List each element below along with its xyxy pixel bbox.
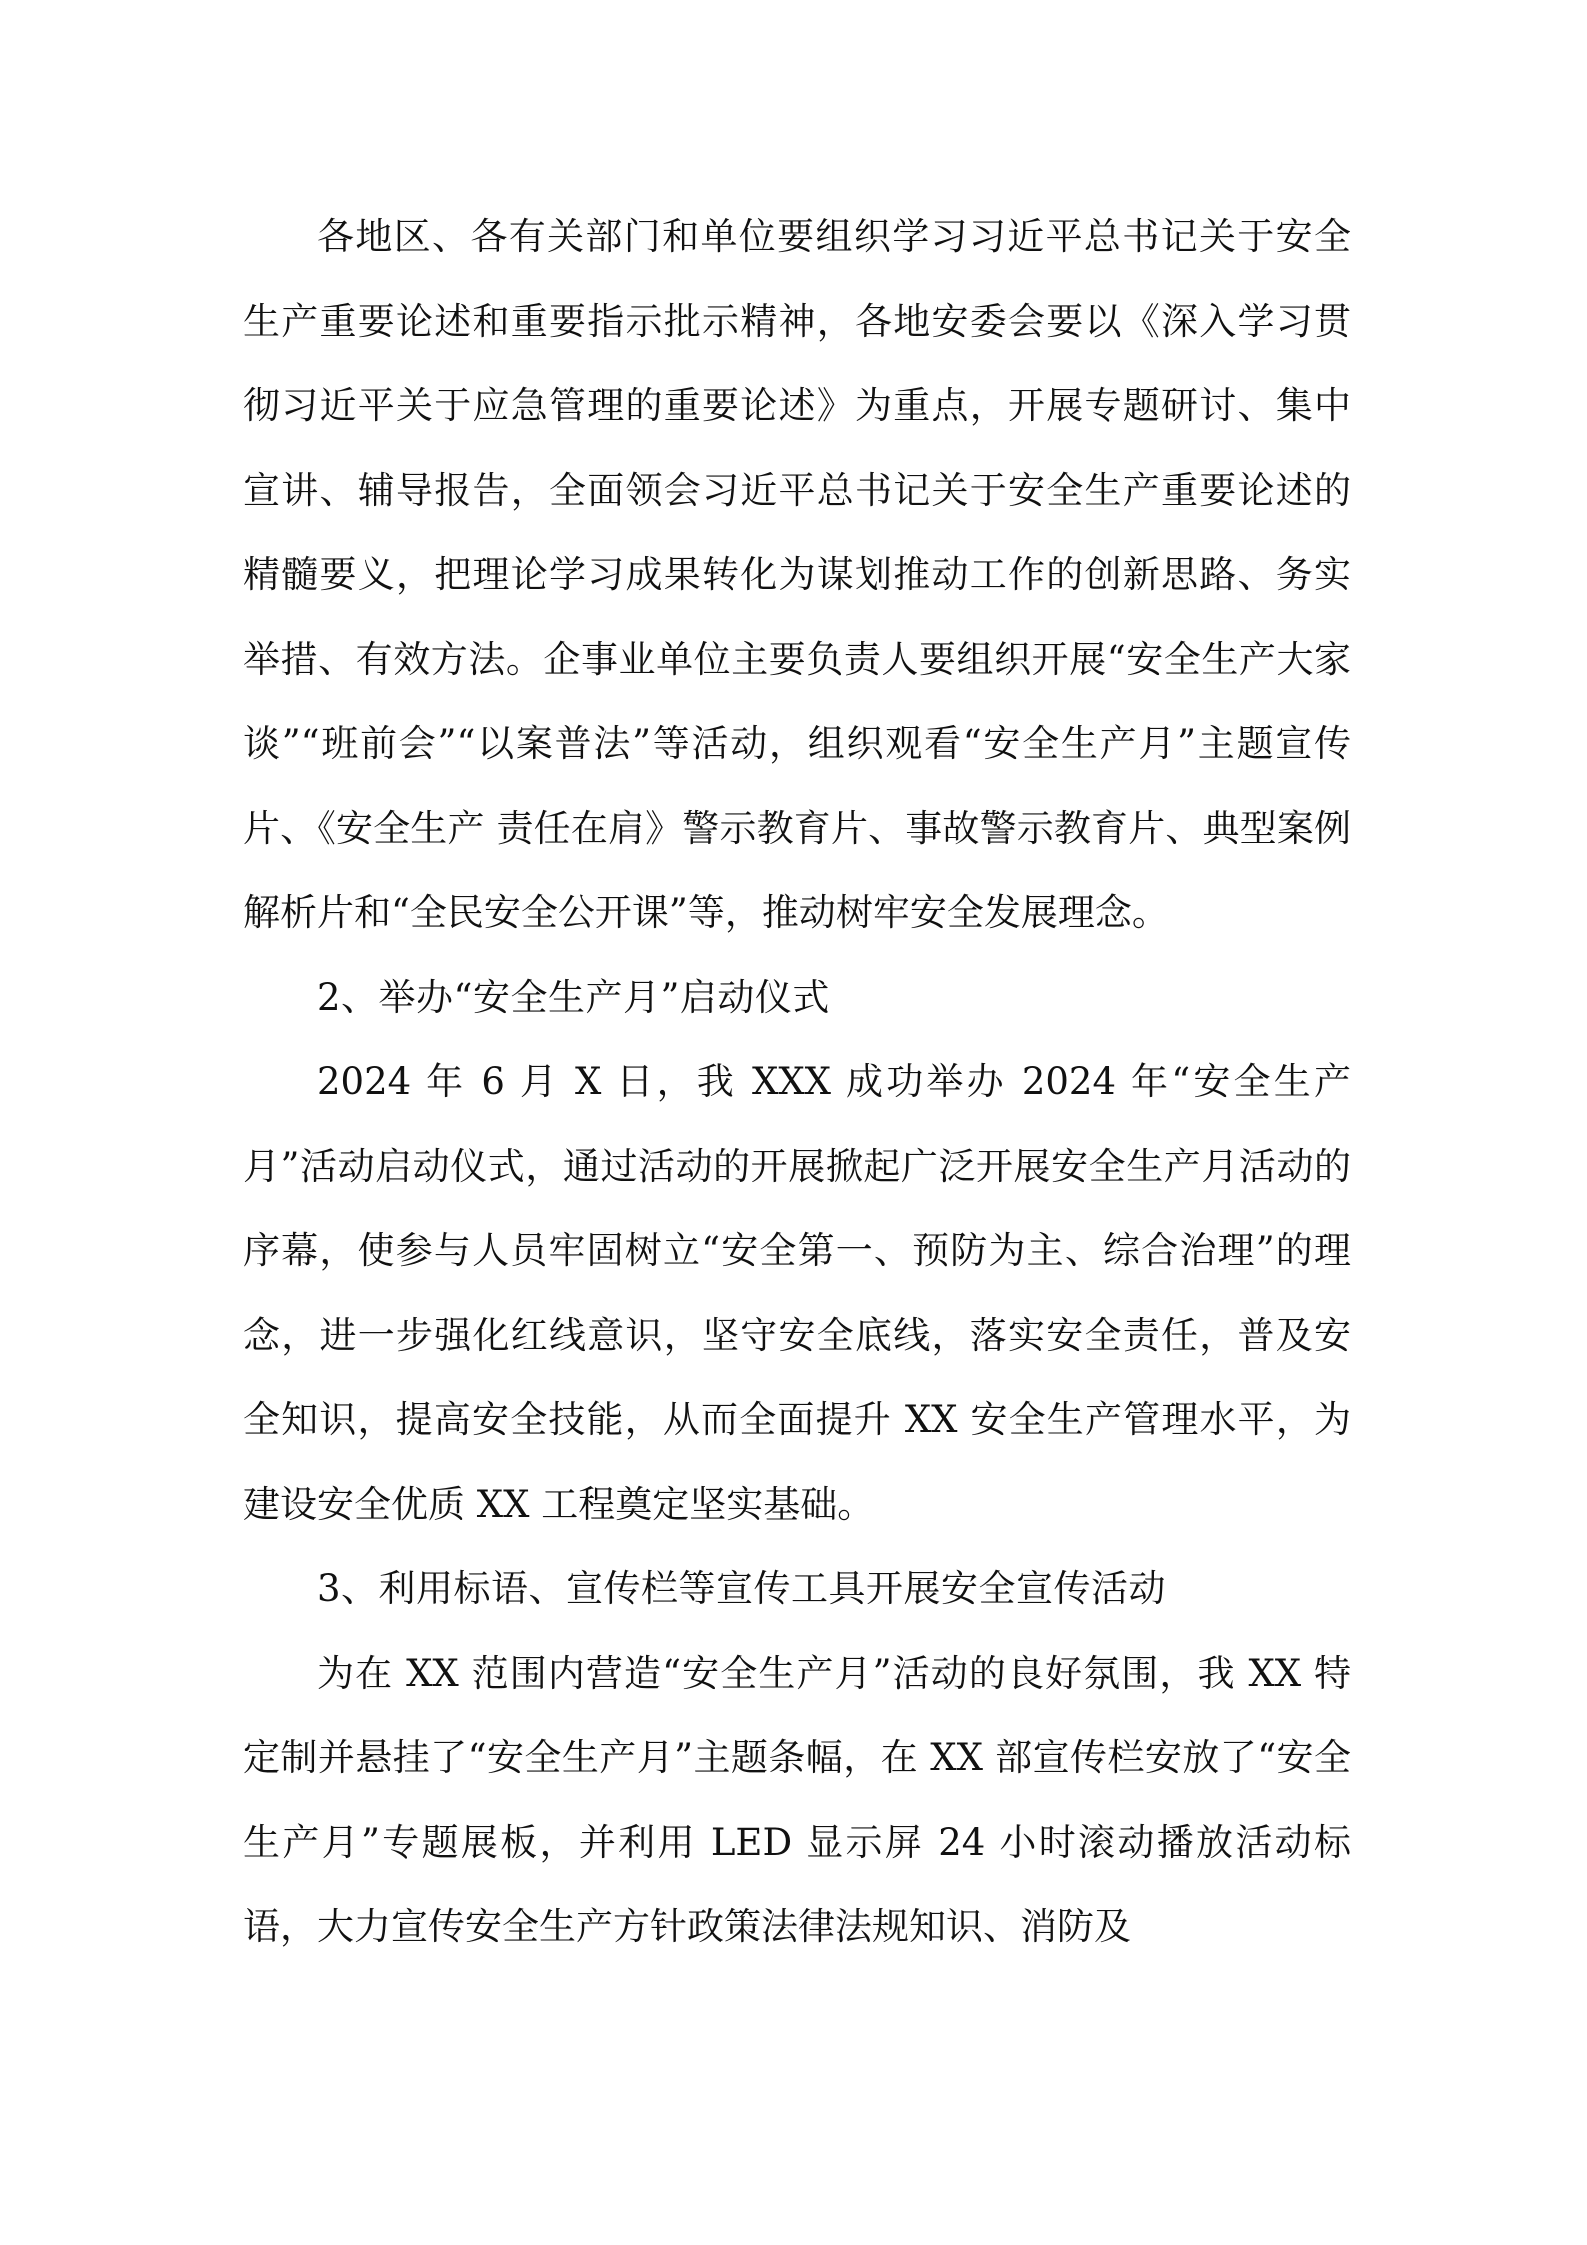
section-heading-launch-ceremony: 2、举办“安全生产月”启动仪式 <box>317 975 830 1019</box>
paragraph-publicity-activities: 为在 XX 范围内营造“安全生产月”活动的良好氛围，我 XX 特定制并悬挂了“安全生产月”主题条幅，在 XX 部宣传栏安放了“安全生产月”专题展板，并利用 LED 显示屏 24 小时滚动播放活动标语，大力宣传安全生产方针政策法律法规知识、消防及 <box>243 1651 1351 1948</box>
paragraph-launch-ceremony: 2024 年 6 月 X 日，我 XXX 成功举办 2024 年“安全生产月”活动启动仪式，通过活动的开展掀起广泛开展安全生产月活动的序幕，使参与人员牢固树立“安全第一、预防为主、综合治理”的理念，进一步强化红线意识，坚守安全底线，落实安全责任，普及安全知识，提高安全技能，从而全面提升 XX 安全生产管理水平，为建设安全优质 XX 工程奠定坚实基础。 <box>243 1060 1351 1526</box>
document-body <box>243 195 1351 1970</box>
section-heading-publicity-tools: 3、利用标语、宣传栏等宣传工具开展安全宣传活动 <box>317 1567 1167 1610</box>
paragraph-study-safety-remarks: 各地区、各有关部门和单位要组织学习习近平总书记关于安全生产重要论述和重要指示批示精神，各地安委会要以《深入学习贯彻习近平关于应急管理的重要论述》为重点，开展专题研讨、集中宣讲、辅导报告，全面领会习近平总书记关于安全生产重要论述的精髓要义，把理论学习成果转化为谋划推动工作的创新思路、务实举措、有效方法。企事业单位主要负责人要组织开展“安全生产大家谈”“班前会”“以案普法”等活动，组织观看“安全生产月”主题宣传片、《安全生产 责任在肩》警示教育片、事故警示教育片、典型案例解析片和“全民安全公开课”等，推动树牢安全发展理念。 <box>243 215 1351 934</box>
